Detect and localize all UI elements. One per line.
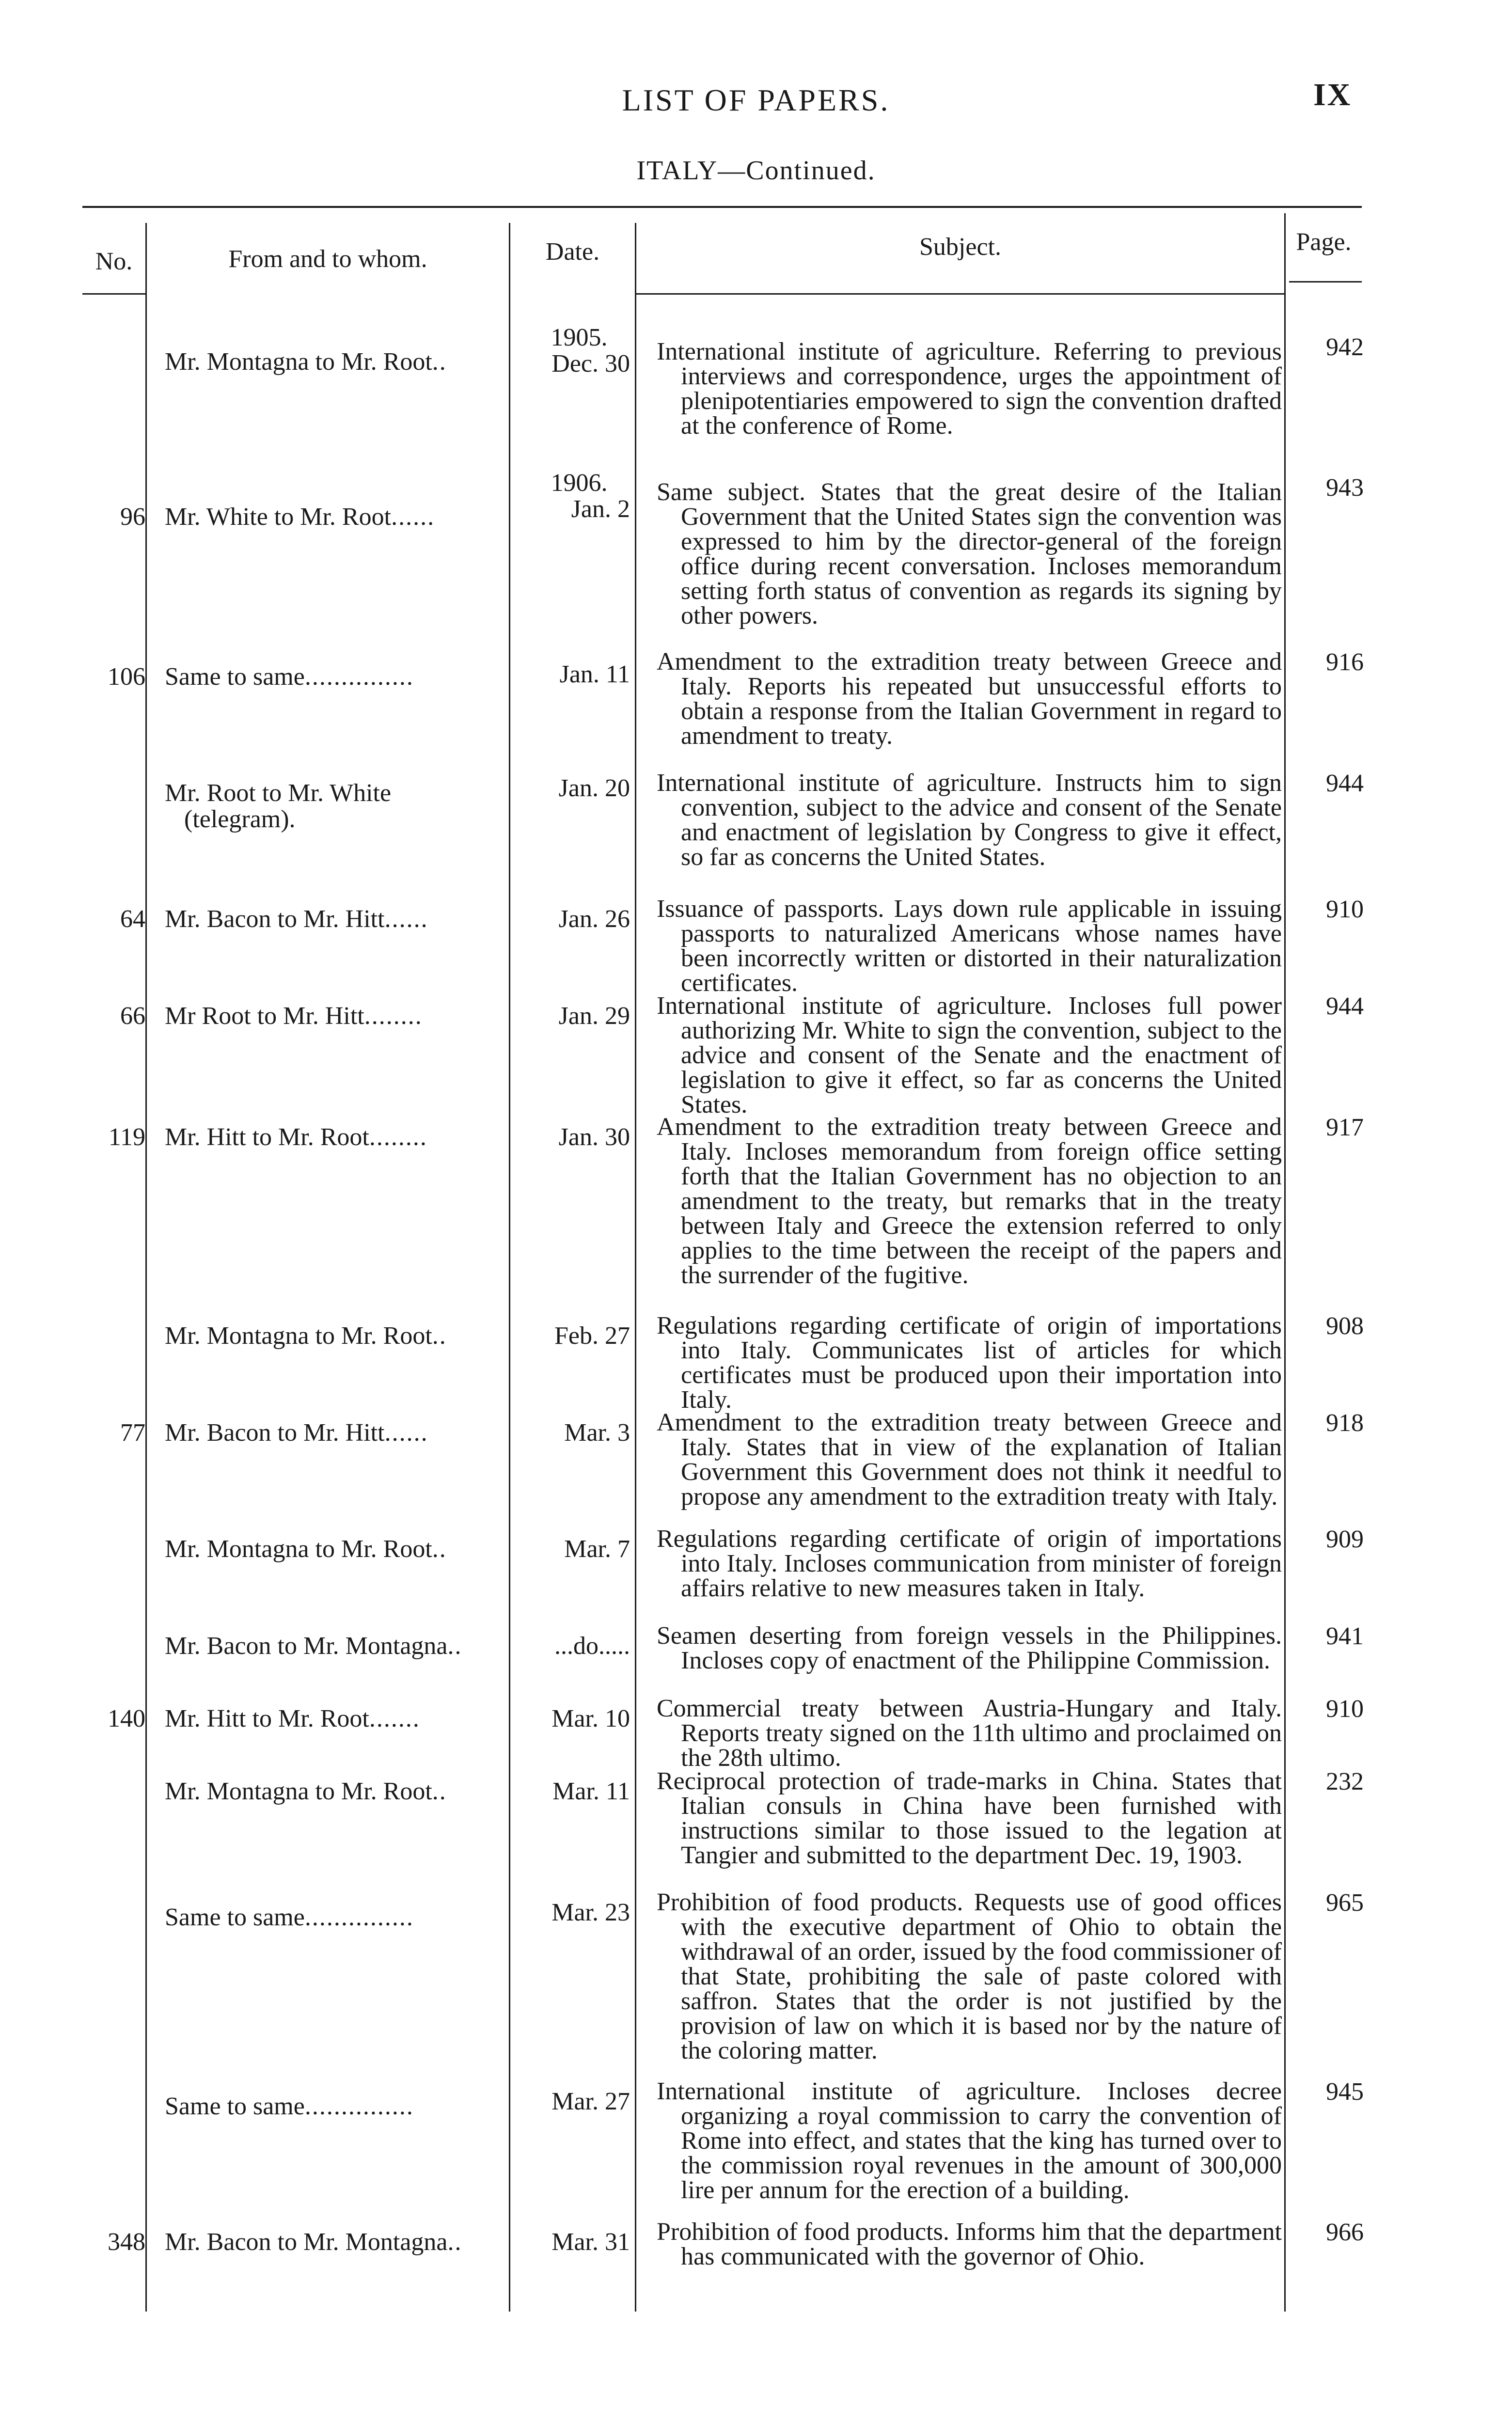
row-date: ...do..... [554,1632,630,1660]
row-page: 910 [1326,1695,1364,1723]
row-from: Same to same............... [165,1904,414,1931]
row-number: 66 [120,1002,145,1030]
page-number: IX [1313,77,1352,112]
row-number: 77 [120,1419,145,1447]
row-date: 1905. Dec. 30 [551,324,630,378]
row-from: Same to same............... [165,2093,414,2120]
section-heading: ITALY—Continued. [636,156,876,186]
row-page: 942 [1326,333,1364,361]
column-header-no: No. [95,248,133,275]
header-bottom-rule-left [82,293,145,295]
row-page: 944 [1326,770,1364,797]
row-subject: Amendment to the extradition treaty between Greece and Italy. States that in view of the explanation of Italian Government this Government does not think it needful to propose any amendment to the extradition treaty with Italy. [657,1409,1282,1510]
row-number: 106 [108,663,145,691]
row-page: 941 [1326,1622,1364,1650]
row-subject: International institute of agriculture. Instructs him to sign convention, subject to the advice and consent of the Senate and enactment of legislation by Congress to give it effect, so far as concerns the United States. [657,769,1282,871]
row-date: Mar. 3 [564,1419,630,1447]
row-date: Mar. 27 [551,2088,630,2115]
row-subject: Regulations regarding certificate of origin of importations into Italy. Communicates list of articles for which certificates must be produced upon their importation into Italy. [657,1312,1282,1414]
row-number: 96 [120,503,145,531]
row-date: Mar. 31 [551,2228,630,2256]
row-date: Feb. 27 [554,1322,630,1350]
row-subject: Issuance of passports. Lays down rule applicable in issuing passports to naturalized Americans whose names have been incorrectly written or distorted in their naturalization certificates. [657,895,1282,997]
row-from: Mr. Hitt to Mr. Root....... [165,1705,420,1732]
row-date: Jan. 29 [558,1002,630,1030]
row-date: Jan. 20 [558,774,630,802]
row-number: 64 [120,905,145,933]
row-page: 910 [1326,896,1364,923]
column-header-subject: Subject. [919,233,1001,261]
row-from: Mr. Root to Mr. White (telegram). [165,779,392,833]
row-date: Mar. 23 [551,1899,630,1926]
row-from: Mr. Montagna to Mr. Root.. [165,1322,447,1350]
row-date: 1906. Jan. 2 [551,469,630,523]
row-subject: Commercial treaty between Austria-Hungary and Italy. Reports treaty signed on the 11th ultimo and proclaimed on the 28th ultimo. [657,1695,1282,1772]
row-subject: Regulations regarding certificate of origin of importations into Italy. Incloses communication from minister of foreign affairs relative to new measures taken in Italy. [657,1525,1282,1602]
row-from: Mr Root to Mr. Hitt........ [165,1002,423,1030]
row-number: 348 [108,2228,145,2256]
row-page: 965 [1326,1889,1364,1917]
row-subject: International institute of agriculture. Incloses full power authorizing Mr. White to sign the convention, subject to the advice and consent of the Senate and the enactment of legislation to give it effect, so far as concerns the United States. [657,992,1282,1118]
column-divider-subject [1284,213,1286,2312]
row-from: Mr. Bacon to Mr. Montagna.. [165,2228,462,2256]
row-subject: International institute of agriculture. Incloses decree organizing a royal commission to carry the convention of Rome into effect, and states that the king has turned over to the commission royal revenues in the amount of 300,000 lire per annum for the erection of a building. [657,2077,1282,2204]
row-subject: Seamen deserting from foreign vessels in the Philippines. Incloses copy of enactment of the Philippine Commission. [657,1622,1282,1674]
row-number: 119 [108,1123,145,1151]
row-date: Jan. 30 [558,1123,630,1151]
row-page: 918 [1326,1409,1364,1437]
row-page: 944 [1326,992,1364,1020]
row-from: Mr. White to Mr. Root...... [165,503,435,531]
column-header-from: From and to whom. [228,245,427,273]
row-number: 140 [108,1705,145,1732]
row-from: Mr. Hitt to Mr. Root........ [165,1123,427,1151]
row-page: 945 [1326,2078,1364,2106]
row-from: Mr. Montagna to Mr. Root.. [165,1535,447,1563]
row-page: 909 [1326,1526,1364,1553]
row-page: 917 [1326,1114,1364,1141]
column-divider-no [145,223,147,2312]
row-subject: Prohibition of food products. Informs him that the department has communicated with the governor of Ohio. [657,2218,1282,2270]
header-bottom-rule-right [1289,281,1362,283]
running-head: LIST OF PAPERS. [622,83,890,117]
row-from: Mr. Bacon to Mr. Hitt...... [165,1419,428,1447]
row-date: Mar. 10 [551,1705,630,1732]
column-header-page: Page. [1296,228,1352,256]
row-page: 916 [1326,648,1364,676]
row-page: 943 [1326,474,1364,502]
row-from: Same to same............... [165,663,414,691]
row-subject: Prohibition of food products. Requests use of good offices with the executive department of Ohio to obtain the withdrawal of an order, issued by the food commissioner of that State, prohibiting the sale of paste colored with saffron. States that the order is not justified by the provision of law on which it is based nor by the nature of the coloring matter. [657,1888,1282,2064]
row-date: Mar. 11 [552,1778,630,1805]
row-subject: Amendment to the extradition treaty between Greece and Italy. Incloses memorandum from foreign office setting forth that the Italian Government has no objection to an amendment to the treaty, but remarks that in the treaty between Italy and Greece the extension referred to only applies to the time between the receipt of the papers and the surrender of the fugitive. [657,1113,1282,1289]
row-subject: Reciprocal protection of trade-marks in China. States that Italian consuls in China have been furnished with instructions similar to those issued to the legation at Tangier and submitted to the department Dec. 19, 1903. [657,1767,1282,1869]
row-page: 908 [1326,1312,1364,1340]
row-from: Mr. Bacon to Mr. Hitt...... [165,905,428,933]
row-date: Jan. 11 [559,661,630,688]
column-divider-from [509,223,510,2312]
column-header-date: Date. [545,238,600,266]
row-page: 966 [1326,2218,1364,2246]
row-subject: International institute of agriculture. Referring to previous interviews and correspondence, urges the appointment of plenipotentiaries empowered to sign the convention drafted at the conference of Rome. [657,338,1282,440]
header-bottom-rule [635,293,1284,295]
row-subject: Amendment to the extradition treaty between Greece and Italy. Reports his repeated but unsuccessful efforts to obtain a response from the Italian Government in regard to amendment to treaty. [657,648,1282,750]
row-from: Mr. Montagna to Mr. Root.. [165,348,447,376]
column-divider-date [635,223,636,2312]
row-date: Mar. 7 [564,1535,630,1563]
row-page: 232 [1326,1768,1364,1795]
row-date: Jan. 26 [558,905,630,933]
row-subject: Same subject. States that the great desire of the Italian Government that the United States sign the convention was expressed to him by the director-general of the foreign office during recent conversation. Incloses memorandum setting forth status of convention as regards its signing by other powers. [657,478,1282,629]
table-top-rule [82,206,1362,208]
row-from: Mr. Montagna to Mr. Root.. [165,1778,447,1805]
row-from: Mr. Bacon to Mr. Montagna.. [165,1632,462,1660]
